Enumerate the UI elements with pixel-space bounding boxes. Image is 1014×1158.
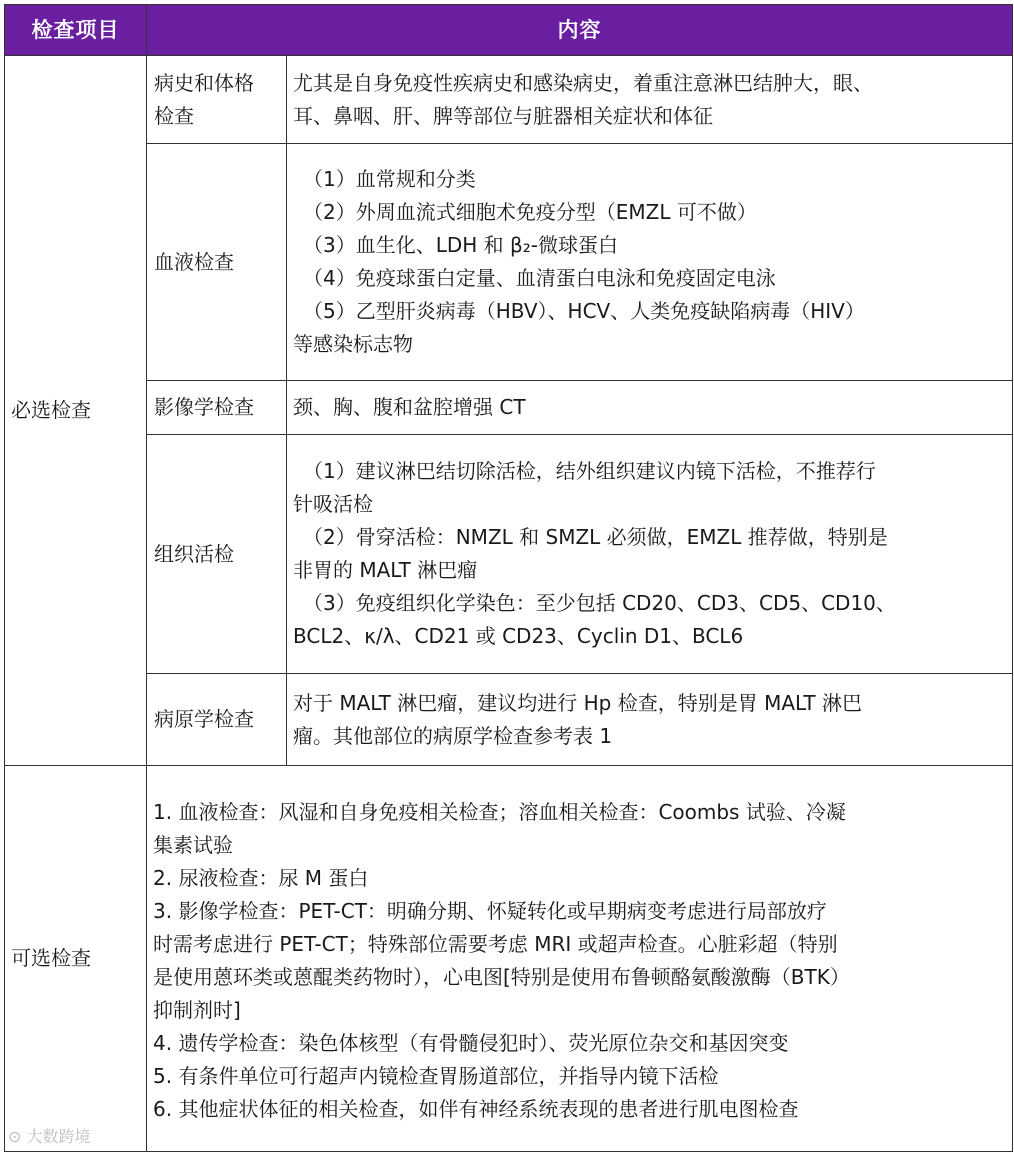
content-biopsy: （1）建议淋巴结切除活检，结外组织建议内镜下活检，不推荐行 针吸活检 （2）骨穿活检：NMZL 和 SMZL 必须做，EMZL 推荐做，特别是 非胃的 MALT 淋巴瘤 （3）免疫组织化学染色：至少包括 CD20、CD3、CD5、CD10、 BCL2、κ/λ、CD21 或 CD23、Cyclin D1、BCL6 [287,435,1013,674]
header-exam-item: 检查项目 [5,5,147,56]
content-imaging: 颈、胸、腹和盆腔增强 CT [287,381,1013,435]
table-header-row [5,5,1013,56]
sub-imaging: 影像学检查 [147,381,287,435]
category-optional: 可选检查 [5,766,147,1152]
content-history: 尤其是自身免疫性疾病史和感染病史，着重注意淋巴结肿大，眼、 耳、鼻咽、肝、脾等部位与脏器相关症状和体征 [287,56,1013,144]
sub-pathogen: 病原学检查 [147,674,287,766]
sub-blood: 血液检查 [147,144,287,381]
sub-biopsy: 组织活检 [147,435,287,674]
table-row [5,381,1013,435]
table-row [5,144,1013,381]
category-required: 必选检查 [5,56,147,766]
table-row [5,674,1013,766]
sub-history: 病史和体格 检查 [147,56,287,144]
watermark-logo-icon: ⊙ [8,1127,22,1146]
watermark: ⊙ 大数跨境 [8,1127,91,1146]
table-row [5,435,1013,674]
exam-table [4,4,1013,1152]
content-pathogen: 对于 MALT 淋巴瘤，建议均进行 Hp 检查，特别是胃 MALT 淋巴 瘤。其他部位的病原学检查参考表 1 [287,674,1013,766]
table-row [5,56,1013,144]
content-optional: 1. 血液检查：风湿和自身免疫相关检查；溶血相关检查：Coombs 试验、冷凝 集素试验 2. 尿液检查：尿 M 蛋白 3. 影像学检查：PET-CT：明确分期、怀疑转化或早期病变考虑进行局部放疗 时需考虑进行 PET-CT；特殊部位需要考虑 MRI 或超声检查。心脏彩超（特别 是使用蒽环类或蒽醌类药物时），心电图[特别是使用布鲁顿酪氨酸激酶（BTK） 抑制剂时] 4. 遗传学检查：染色体核型（有骨髓侵犯时）、荧光原位杂交和基因突变 5. 有条件单位可行超声内镜检查胃肠道部位，并指导内镜下活检 6. 其他症状体征的相关检查，如伴有神经系统表现的患者进行肌电图检查 [147,766,1013,1152]
header-content: 内容 [147,5,1013,56]
table-row [5,766,1013,1152]
content-blood: （1）血常规和分类 （2）外周血流式细胞术免疫分型（EMZL 可不做） （3）血生化、LDH 和 β₂-微球蛋白 （4）免疫球蛋白定量、血清蛋白电泳和免疫固定电泳 （5）乙型肝炎病毒（HBV）、HCV、人类免疫缺陷病毒（HIV） 等感染标志物 [287,144,1013,381]
